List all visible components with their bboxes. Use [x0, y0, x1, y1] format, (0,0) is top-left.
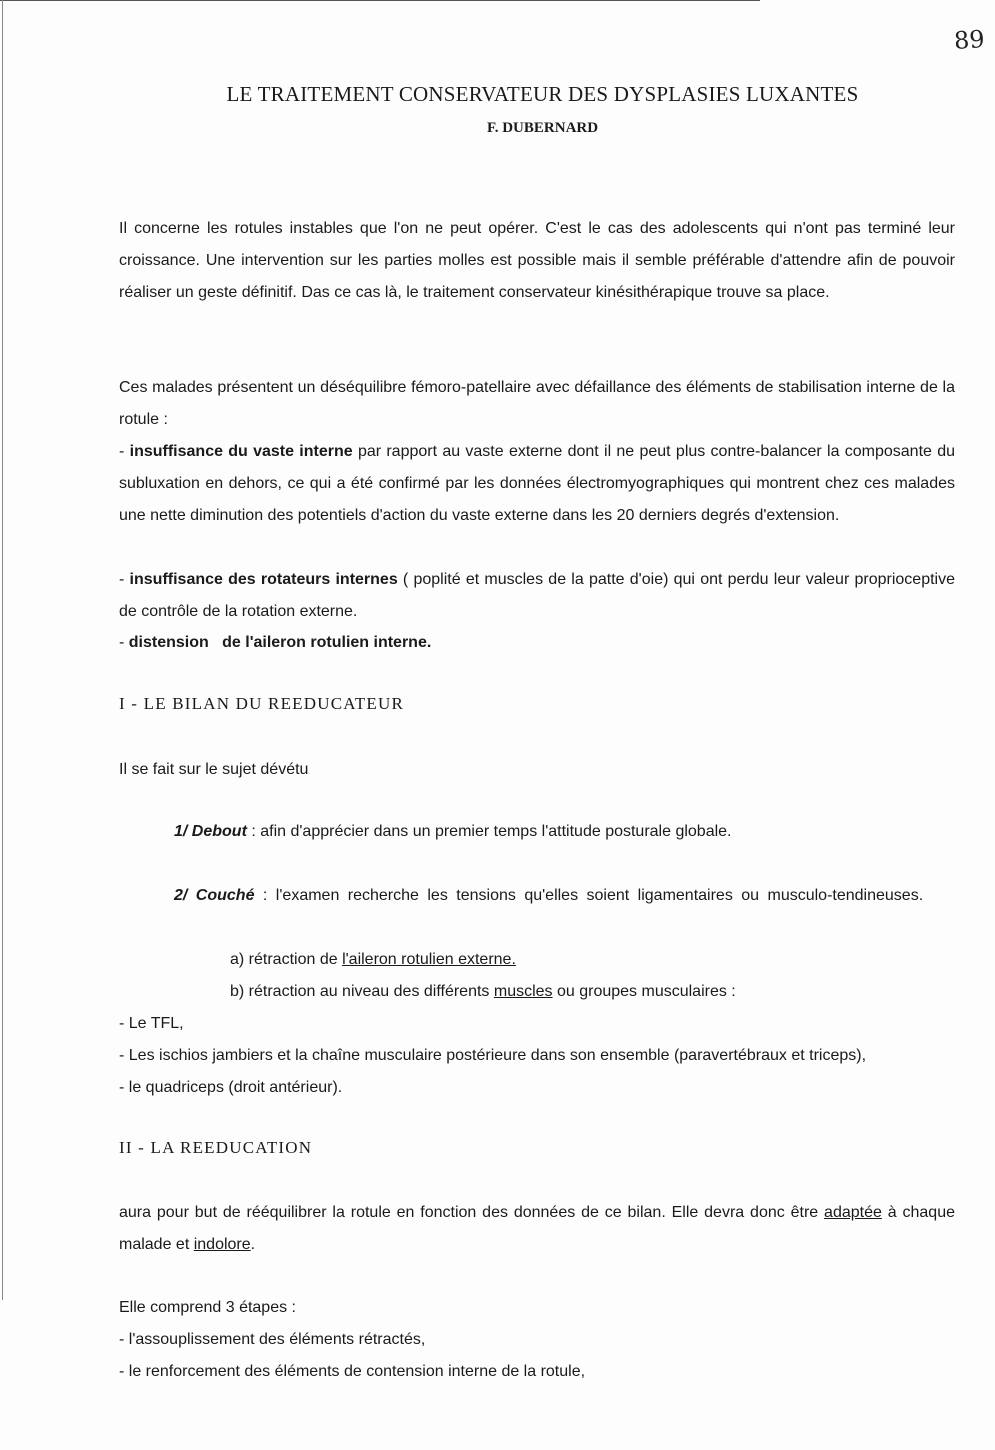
debout-text: : afin d'apprécier dans un premier temps l'attitude posturale globale.	[246, 823, 732, 840]
reeducation-text-mid: à chaque malade et	[119, 1204, 956, 1253]
muscle-list-item: - Les ischios jambiers et la chaîne musculaire postérieure dans son ensemble (paravertébraux et triceps),	[119, 1047, 867, 1064]
reeducation-underlined-adaptee: adaptée	[824, 1204, 882, 1221]
step-item: - l'assouplissement des éléments rétractés,	[119, 1331, 426, 1348]
muscle-list-item: - le quadriceps (droit antérieur).	[119, 1079, 343, 1096]
list-item-distension	[119, 627, 955, 659]
retraction-a	[230, 944, 955, 976]
bilan-debout	[174, 816, 955, 848]
scan-border-left	[2, 0, 3, 1300]
reeducation-text-end: .	[250, 1236, 256, 1253]
patients-lead: Ces malades présentent un déséquilibre fémoro-patellaire avec défaillance des éléments de stabilisation interne de la rotule :	[119, 379, 955, 428]
retraction-a-underlined: l'aileron rotulien externe.	[342, 951, 516, 968]
list-item-bold: distension de l'aileron rotulien interne.	[128, 634, 432, 651]
reeducation-underlined-indolore: indolore	[193, 1236, 251, 1253]
list-item-rotateurs	[119, 564, 955, 628]
retraction-b	[230, 976, 955, 1008]
couche-label: 2/ Couché	[174, 887, 255, 904]
list-item-text: ( poplité et muscles de la patte d'oie) qui ont perdu leur valeur proprioceptive de contrôle de la rotation externe.	[119, 571, 955, 620]
list-item-bold: insuffisance du vaste interne	[129, 443, 353, 460]
bilan-couche	[119, 880, 955, 912]
list-item-vaste-interne	[119, 436, 955, 532]
list-item-text: par rapport au vaste externe dont il ne peut plus contre-balancer la composante du subluxation en dehors, ce qui a été confirmé par les données électromyographiques qui montrent chez ces malades une nette diminution des potentiels d'action du vaste externe dans les 20 derniers degrés d'extension.	[119, 443, 955, 524]
retraction-b-suffix: ou groupes musculaires :	[552, 983, 736, 1000]
list-item-prefix: -	[119, 634, 129, 651]
retraction-b-underlined: muscles	[493, 983, 553, 1000]
document-author: F. DUBERNARD	[486, 120, 599, 136]
retraction-b-prefix: b) rétraction au niveau des différents	[230, 983, 494, 1000]
reeducation-text-start: aura pour but de rééquilibrer la rotule en fonction des données de ce bilan. Elle devra donc être	[119, 1204, 825, 1221]
list-item-bold: insuffisance des rotateurs internes	[129, 571, 398, 588]
document-title: LE TRAITEMENT CONSERVATEUR DES DYSPLASIES LUXANTES	[226, 82, 859, 106]
list-item-prefix: -	[119, 571, 130, 588]
muscle-list-item: - Le TFL,	[119, 1015, 184, 1032]
debout-label: 1/ Debout	[174, 823, 247, 840]
scan-border-top	[0, 0, 760, 1]
couche-text: : l'examen recherche les tensions qu'elles soient ligamentaires ou musculo-tendineuses.	[254, 887, 924, 904]
retraction-a-prefix: a) rétraction de	[230, 951, 343, 968]
page-number: 89	[953, 24, 986, 56]
bilan-intro: Il se fait sur le sujet dévétu	[119, 761, 309, 778]
section-heading-reeducation: II - LA REEDUCATION	[119, 1138, 313, 1157]
intro-paragraph: Il concerne les rotules instables que l'on ne peut opérer. C'est le cas des adolescents qui n'ont pas terminé leur croissance. Une intervention sur les parties molles est possible mais il semble préférable d'attendre afin de pouvoir réaliser un geste définitif. Das ce cas là, le traitement conservateur kinésithérapique trouve sa place.	[119, 220, 955, 301]
step-item: - le renforcement des éléments de contension interne de la rotule,	[119, 1363, 586, 1380]
reeducation-paragraph	[119, 1197, 955, 1261]
section-heading-bilan: I - LE BILAN DU REEDUCATEUR	[119, 694, 405, 713]
steps-intro: Elle comprend 3 étapes :	[119, 1299, 296, 1316]
list-item-prefix: -	[119, 443, 130, 460]
